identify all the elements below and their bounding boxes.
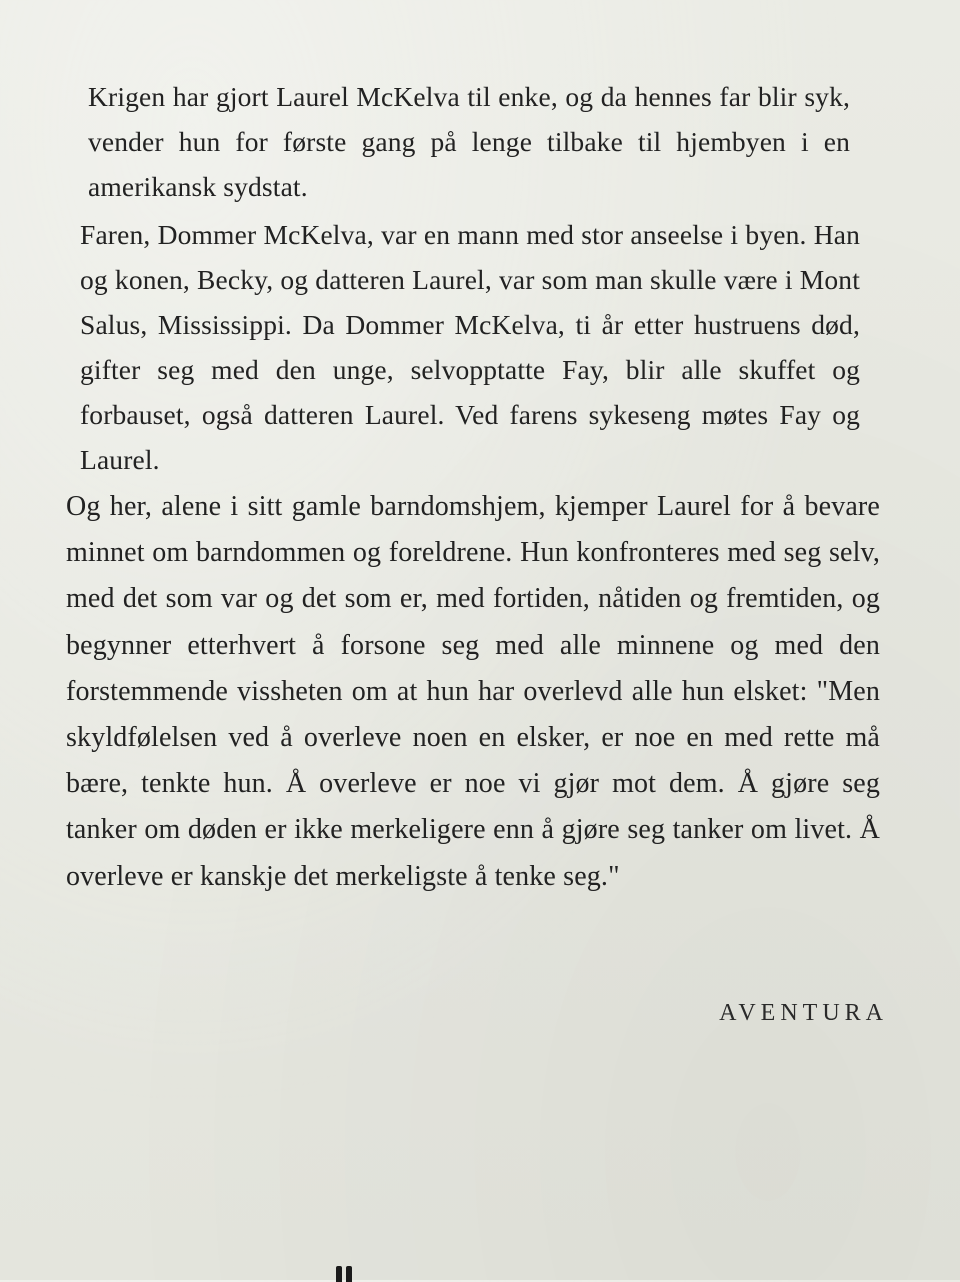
publisher-logo-fragment	[334, 1266, 356, 1280]
blurb-paragraph-3: Og her, alene i sitt gamle barndomshjem, kjemper Laurel for å bevare minnet om barndommen og foreldrene. Hun konfronteres med seg selv, med det som var og det som er, med fortiden, nåtiden og fremtiden, og begynner etterhvert å forsone seg med alle minnene og med den forstemmende vissheten om at hun har overlevd alle hun elsket: "Men skyldfølelsen ved å overleve noen en elsker, er noe en med rette må bære, tenkte hun. Å overleve er noe vi gjør mot dem. Å gjøre seg tanker om døden er ikke merkeligere enn å gjøre seg tanker om livet. Å overleve er kanskje det merkeligste å tenke seg."	[66, 491, 880, 892]
blurb-paragraph-2: Faren, Dommer McKelva, var en mann med stor anseelse i byen. Han og konen, Becky, og datteren Laurel, var som man skulle være i Mont Salus, Mississippi. Da Dommer McKelva, ti år etter hustruens død, gifter seg med den unge, selvopptatte Fay, blir alle skuffet og forbauset, også datteren Laurel. Ved farens sykeseng møtes Fay og Laurel.	[80, 219, 860, 475]
blurb-paragraph-1: Krigen har gjort Laurel McKelva til enke, og da hennes far blir syk, vender hun for første gang på lenge tilbake til hjembyen i en amerikansk sydstat.	[88, 81, 850, 202]
publisher-name: AVENTURA	[719, 1000, 888, 1026]
